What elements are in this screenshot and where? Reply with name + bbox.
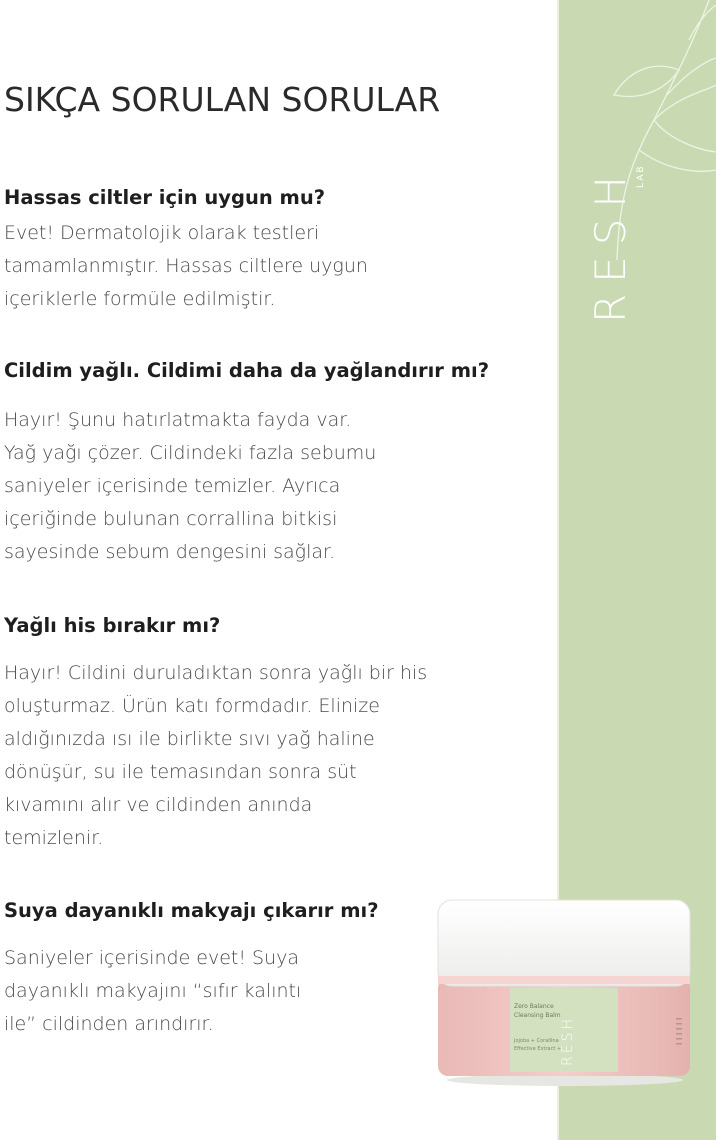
brand-logo (578, 148, 658, 328)
product-jar-image (430, 890, 700, 1090)
faq-question: Yağlı his bırakır mı? (4, 614, 221, 637)
faq-question: Suya dayanıklı makyajı çıkarır mı? (4, 899, 379, 922)
answer-line: Evet! Dermatolojik olarak testleri (4, 222, 320, 244)
jar-rim (438, 976, 690, 984)
answer-line: Saniyeler içerisinde evet! Suya (4, 947, 300, 969)
answer-line: kıvamını alır ve cildinden anında (4, 794, 313, 816)
jar-brand-text: RESH (560, 1016, 576, 1066)
answer-line: tamamlanmıştır. Hassas ciltlere uygun (4, 255, 368, 277)
answer-line: sayesinde sebum dengesini sağlar. (4, 541, 336, 563)
jar-ingredients-line1: Jojoba + Corallina (514, 1038, 559, 1044)
jar-label-line1: Zero Balance (514, 1003, 554, 1010)
answer-line: dayanıklı makyajını “sıfır kalıntı (4, 980, 302, 1002)
answer-line: temizlenir. (4, 827, 104, 849)
answer-line: Hayır! Cildini duruladıktan sonra yağlı bir his (4, 662, 428, 684)
page-title: SIKÇA SORULAN SORULAR (4, 80, 441, 119)
jar-label-line2: Cleansing Balm (514, 1012, 561, 1019)
answer-line: dönüşür, su ile temasından sonra süt (4, 761, 357, 783)
faq-answer (4, 404, 549, 569)
answer-line: ile” cildinden arındırır. (4, 1013, 214, 1035)
answer-line: içeriklerle formüle edilmiştir. (4, 288, 276, 310)
answer-line: Hayır! Şunu hatırlatmakta fayda var. (4, 409, 352, 431)
answer-line: oluşturmaz. Ürün katı formdadır. Elinize (4, 695, 380, 717)
faq-question: Cildim yağlı. Cildimi daha da yağlandırır mı? (4, 359, 490, 382)
brand-name: RESH (586, 165, 635, 323)
faq-answer (4, 657, 549, 855)
answer-line: aldığınızda ısı ile birlikte sıvı yağ haline (4, 728, 375, 750)
answer-line: saniyeler içerisinde temizler. Ayrıca (4, 475, 341, 497)
faq-question: Hassas ciltler için uygun mu? (4, 186, 326, 209)
jar-ingredients-line2: Effective Extract + (514, 1046, 562, 1052)
faq-answer (4, 217, 549, 316)
jar-lid (438, 900, 690, 986)
answer-line: Yağ yağı çözer. Cildindeki fazla sebumu (4, 442, 377, 464)
brand-sub: LAB (636, 164, 646, 188)
answer-line: içeriğinde bulunan corrallina bitkisi (4, 508, 338, 530)
faq-item (4, 358, 549, 569)
faq-item (4, 185, 549, 316)
faq-item (4, 613, 549, 855)
